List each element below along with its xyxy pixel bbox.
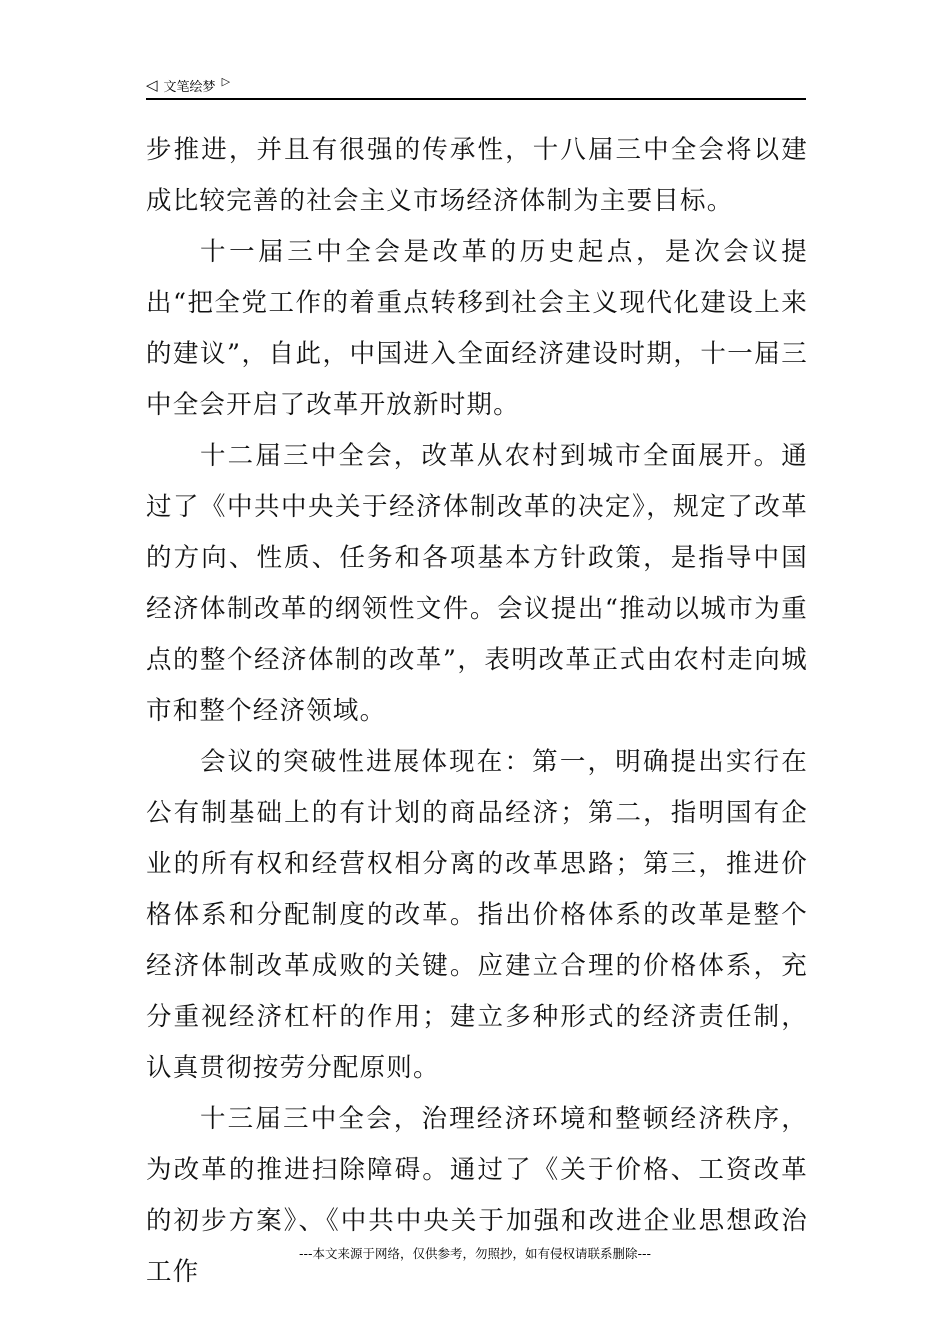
paragraph-12th-plenum: 十二届三中全会，改革从农村到城市全面展开。通过了《中共中央关于经济体制改革的决定》，规定了改革的方向、性质、任务和各项基本方针政策，是指导中国经济体制改革的纲领性文件。会议提出“推动以城市为重点的整个经济体制的改革”，表明改革正式由农村走向城市和整个经济领域。	[146, 441, 808, 726]
page-header	[146, 72, 806, 100]
right-triangle-icon: ▷	[221, 74, 231, 88]
header-title: 文笔绘梦	[163, 79, 216, 95]
document-body	[146, 125, 808, 1298]
page-footer: ---本文来源于网络，仅供参考，勿照抄，如有侵权请联系删除---	[298, 1246, 652, 1261]
left-triangle-icon: ◁	[146, 75, 158, 94]
paragraph-11th-plenum: 十一届三中全会是改革的历史起点，是次会议提出“把全党工作的着重点转移到社会主义现代化建设上来的建议”，自此，中国进入全面经济建设时期，十一届三中全会开启了改革开放新时期。	[146, 237, 808, 420]
paragraph-13th-plenum: 十三届三中全会，治理经济环境和整顿经济秩序，为改革的推进扫除障碍。通过了《关于价格、工资改革的初步方案》、《中共中央关于加强和改进企业思想政治工作	[146, 1104, 808, 1287]
paragraph-breakthroughs: 会议的突破性进展体现在：第一，明确提出实行在公有制基础上的有计划的商品经济；第二，指明国有企业的所有权和经营权相分离的改革思路；第三，推进价格体系和分配制度的改革。指出价格体系的改革是整个经济体制改革成败的关键。应建立合理的价格体系，充分重视经济杠杆的作用；建立多种形式的经济责任制，认真贯彻按劳分配原则。	[146, 747, 808, 1083]
paragraph-continuation: 步推进，并且有很强的传承性，十八届三中全会将以建成比较完善的社会主义市场经济体制为主要目标。	[146, 135, 808, 216]
